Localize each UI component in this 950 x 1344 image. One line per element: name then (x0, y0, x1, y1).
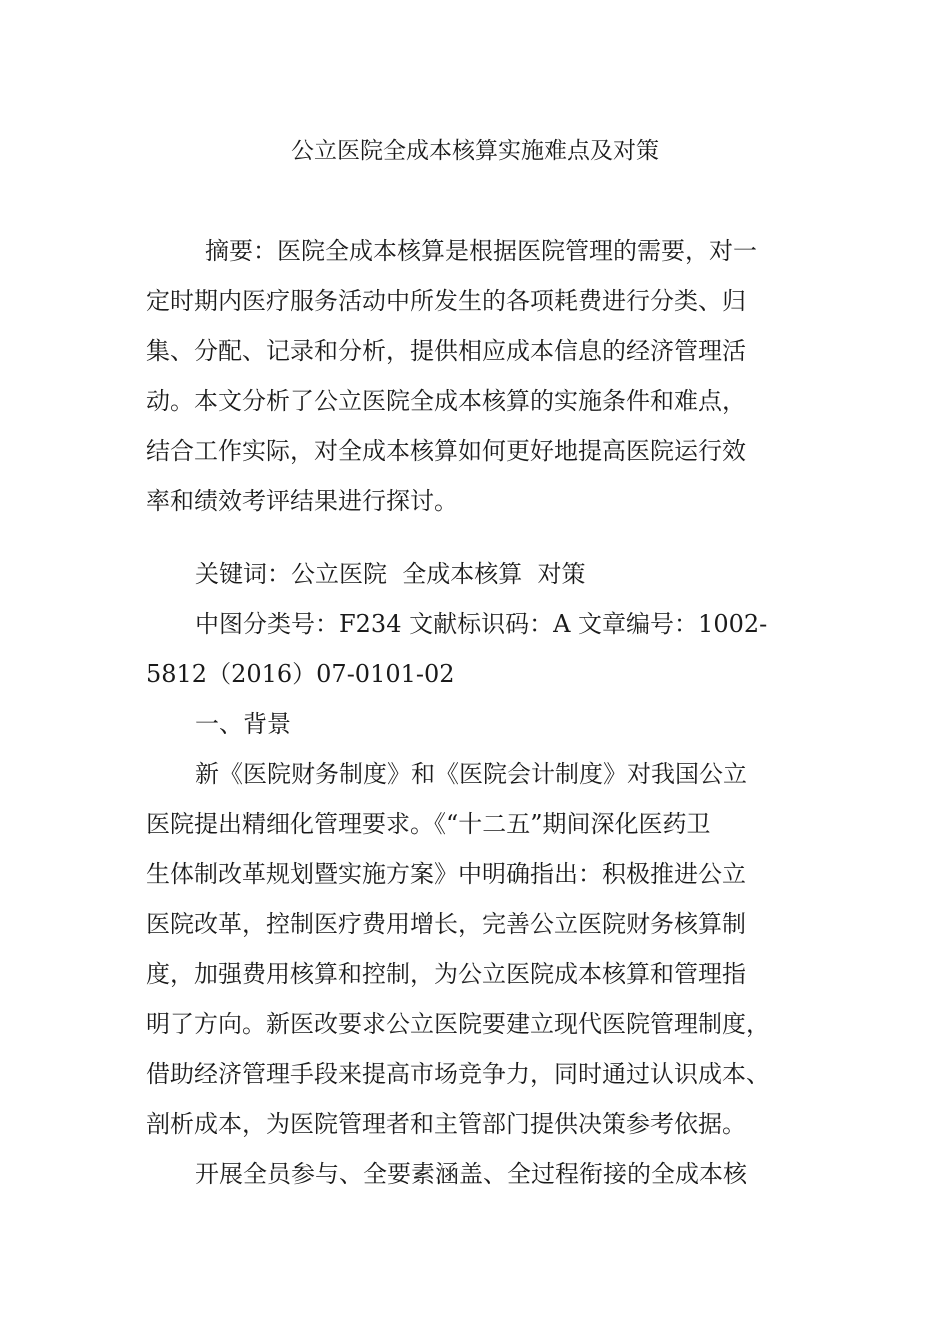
paragraph-1-line-4: 医院改革，控制医疗费用增长，完善公立医院财务核算制 (146, 910, 746, 938)
abstract-line-5: 结合工作实际，对全成本核算如何更好地提高医院运行效 (146, 437, 746, 465)
classification-line-1: 中图分类号：F234 文献标识码：A 文章编号：1002- (195, 610, 768, 638)
keywords-line: 关键词：公立医院 全成本核算 对策 (195, 560, 586, 588)
abstract-line-3: 集、分配、记录和分析，提供相应成本信息的经济管理活 (146, 337, 746, 365)
paragraph-1-line-7: 借助经济管理手段来提高市场竞争力，同时通过认识成本、 (146, 1060, 770, 1088)
paragraph-1-line-8: 剖析成本，为医院管理者和主管部门提供决策参考依据。 (146, 1110, 746, 1138)
paragraph-1-line-6: 明了方向。新医改要求公立医院要建立现代医院管理制度， (146, 1010, 770, 1038)
abstract-line-1: 摘要：医院全成本核算是根据医院管理的需要，对一 (205, 237, 757, 265)
document-title: 公立医院全成本核算实施难点及对策 (291, 138, 659, 164)
abstract-line-6: 率和绩效考评结果进行探讨。 (146, 487, 458, 515)
paragraph-1-line-5: 度，加强费用核算和控制，为公立医院成本核算和管理指 (146, 960, 746, 988)
classification-line-2: 5812（2016）07-0101-02 (146, 660, 455, 688)
paragraph-1-line-2: 医院提出精细化管理要求。《“十二五”期间深化医药卫 (146, 810, 711, 838)
section-heading-background: 一、背景 (195, 710, 291, 738)
paragraph-1-line-3: 生体制改革规划暨实施方案》中明确指出：积极推进公立 (146, 860, 746, 888)
paragraph-1-line-1: 新《医院财务制度》和《医院会计制度》对我国公立 (195, 760, 747, 788)
paragraph-2-line-1: 开展全员参与、全要素涵盖、全过程衔接的全成本核 (195, 1160, 747, 1188)
abstract-line-4: 动。本文分析了公立医院全成本核算的实施条件和难点， (146, 387, 746, 415)
abstract-line-2: 定时期内医疗服务活动中所发生的各项耗费进行分类、归 (146, 287, 746, 315)
